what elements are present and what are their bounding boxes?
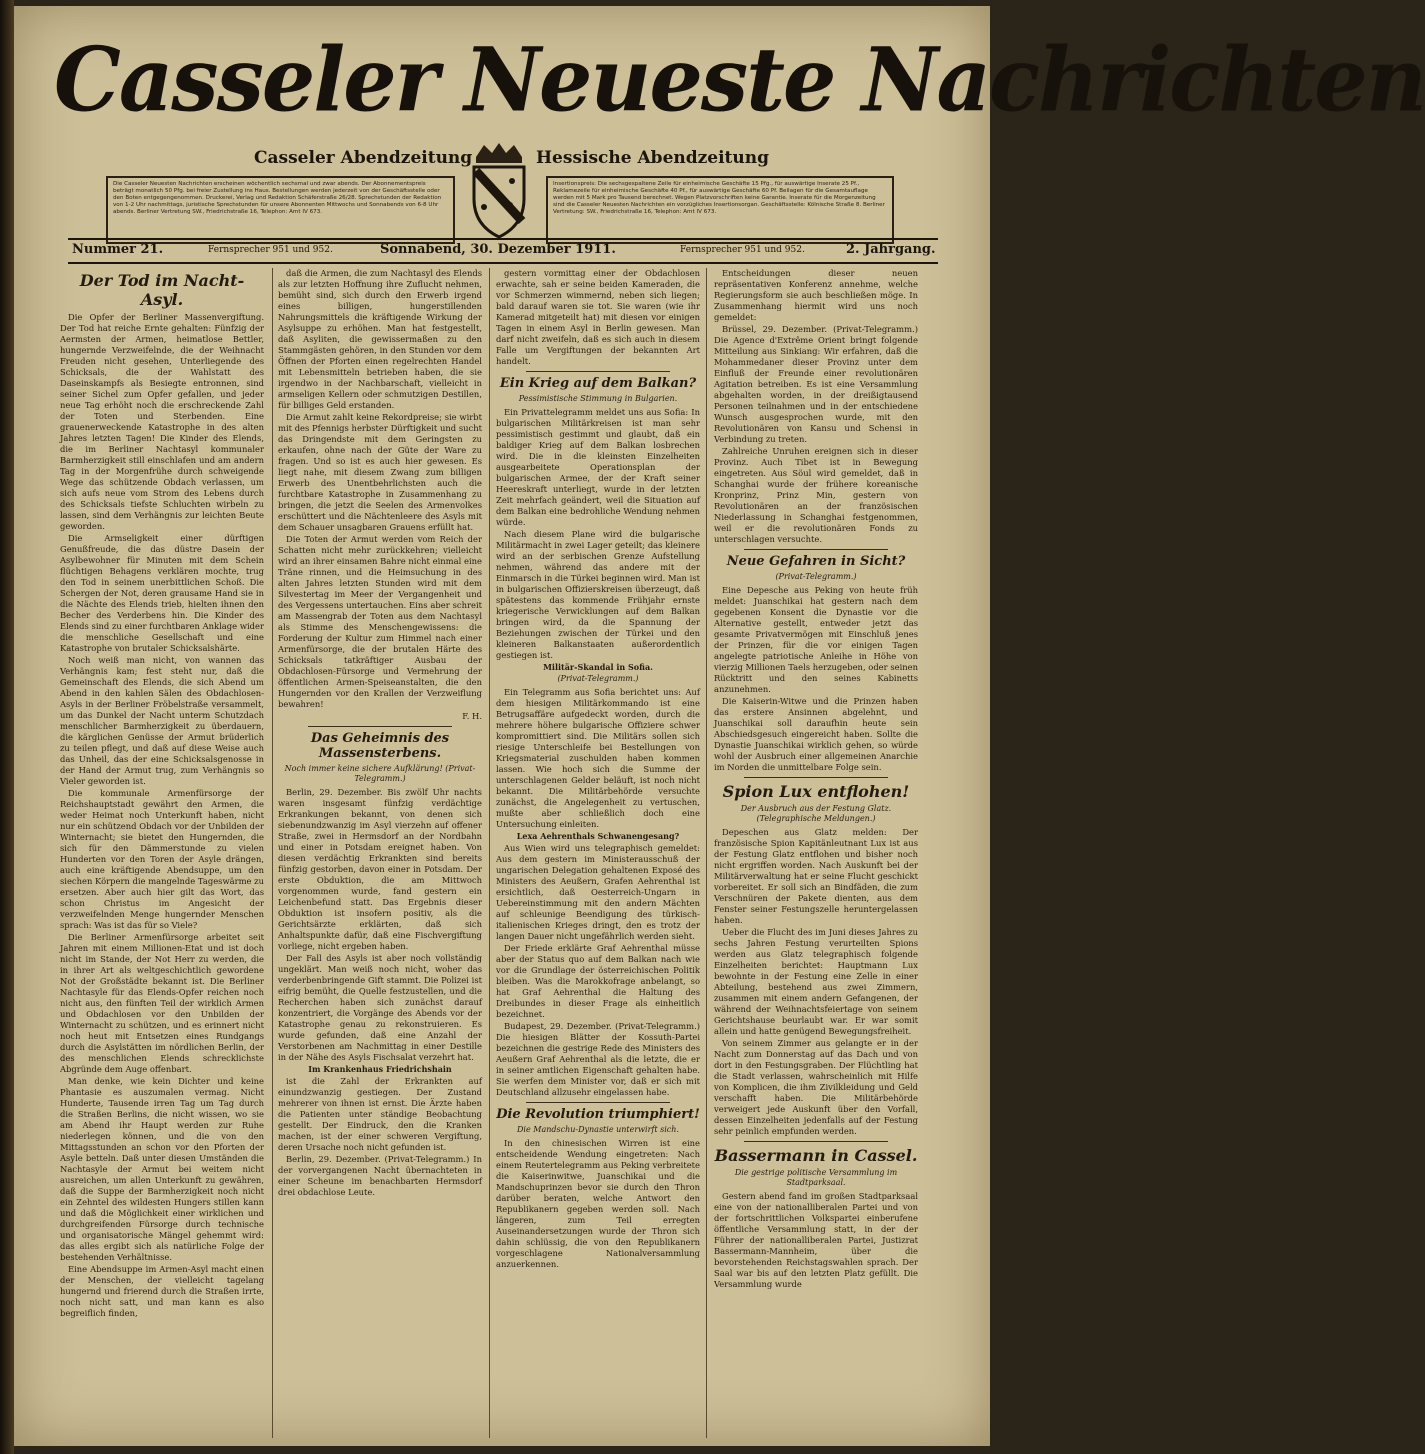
paragraph: Zahlreiche Unruhen ereignen sich in dieser Provinz. Auch Tibet ist in Bewegung eingetreten. Aus Söul wird gemeldet, daß in Schanghai wurde der frühere koreanische Kronprinz, Prinz Min, gestern von Revolutionären an der französischen Niederlassung in Schanghai festgenommen, weil er die revolutionären Fonds zu unterschlagen versuchte. [714,446,918,544]
separator [526,371,670,372]
column-divider [706,268,707,1438]
phone-right: Fernsprecher 951 und 952. [680,245,805,255]
headline-revolution: Die Revolution triumphiert! [496,1107,700,1122]
paragraph: Berlin, 29. Dezember. (Privat-Telegramm.) In der vorvergangenen Nacht übernachteten in einer Scheune im benachbarten Hermsdorf drei obdachlose Leute. [278,1154,482,1197]
separator [308,726,452,727]
book-spine [0,0,14,1454]
subheadline: Pessimistische Stimmung in Bulgarien. [518,394,678,403]
paragraph: Der Fall des Asyls ist aber noch vollständig ungeklärt. Man weiß noch nicht, woher das verderbenbringende Gift stammt. Die Polizei ist eifrig bemüht, die Quelle festzustellen, und die Recherchen haben sich zunächst darauf konzentriert, die Vorgänge des Abends vor der Katastrophe genau zu rekonstruieren. Es wurde gefunden, daß eine Anzahl der Verstorbenen am Nachmittag in einer Destille in der Nähe des Asyls Fischsalat verzehrt hat. [278,953,482,1062]
top-rule [68,238,938,240]
newspaper-page [14,6,1425,1446]
paragraph: Ein Telegramm aus Sofia berichtet uns: Auf dem hiesigen Militärkommando ist eine Betrugsaffäre aufgedeckt worden, durch die mehrere höhere bulgarische Offiziere schwer kompromittiert sind. Die Militärs sollen sich riesige Unterschleife bei Bestellungen von Kriegsmaterial zuschulden haben kommen lassen. Wie hoch sich die Summe der unterschlagenen Gelder beläuft, ist noch nicht bekannt. Die Militärbehörde versuchte zunächst, die Angelegenheit zu vertuschen, mußte aber schließlich doch eine Untersuchung einleiten. [496,687,700,829]
paragraph: Ein Privattelegramm meldet uns aus Sofia: In bulgarischen Militärkreisen ist man sehr pessimistisch gestimmt und glaubt, daß ein baldiger Krieg auf dem Balkan losbrechen wird. Die in die kleinsten Einzelheiten ausgearbeitete Operationsplan der bulgarischen Armee, der der Kraft seiner Heereskraft unterliegt, wurde in der letzten Zeit mehrfach geändert, weil die Situation auf dem Balkan eine bedrohliche Wendung nehmen würde. [496,407,700,527]
headline-death-in-asylum: Der Tod im Nacht-Asyl. [79,271,245,309]
column-4 [714,268,918,1438]
separator [526,1102,670,1103]
paragraph: Von seinem Zimmer aus gelangte er in der Nacht zum Donnerstag auf das Dach und von dort in den Festungsgraben. Der Flüchtling hat die Stadt verlassen, wahrscheinlich mit Hilfe von Komplicen, die ihm Zivilkleidung und Geld verschafft haben. Die Militärbehörde verweigert jede Auskunft über den Vorfall, dessen Einzelheiten jedenfalls auf der Festung sehr peinlich empfunden werden. [714,1038,918,1136]
headline-spy-escaped: Spion Lux entflohen! [722,782,910,801]
subheading-sofia-scandal: Militär-Skandal in Sofia. [543,662,653,672]
paragraph: daß die Armen, die zum Nachtasyl des Elends als zur letzten Hoffnung ihre Zuflucht nehmen, bemüht sind, sich durch den Erwerb irgend eines billigen, hungerstillenden Nahrungsmittels die kräftigende Wirkung der Asylsuppe zu erhöhen. Man hat festgestellt, daß Asyliten, die gewissermaßen zu den Stammgästen gehören, in den Stunden vor dem Öffnen der Pforten einen regelrechten Handel mit Lebensmitteln betrieben haben, die sie irgendwo in der Nachbarschaft, vielleicht in armseligen Kellern oder schmutzigen Destillen, für billiges Geld erstanden. [278,268,482,410]
column-divider [489,268,490,1438]
paragraph: Die Armseligkeit einer dürftigen Genußfreude, die das düstre Dasein der Asylbewohner für Minuten mit dem Schein flüchtigen Behagens verklären mochte, trug den Tod in seinem unerbittlichen Schoß. Die Schergen der Not, deren grausame Hand sie in die Nächte des Elends trieb, hielten ihnen den Becher des Verderbens hin. Die Kinder des Elends sind zu einer furchtbaren Anklage wider die menschliche Gesellschaft und eine Katastrophe von brutaler Schicksalshärte. [60,533,264,653]
issue-number: Nummer 21. [72,242,164,257]
issue-date: Sonnabend, 30. Dezember 1911. [380,242,616,257]
paragraph: Budapest, 29. Dezember. (Privat-Telegramm.) Die hiesigen Blätter der Kossuth-Partei bezeichnen die gestrige Rede des Ministers des Aeußern Graf Aehrenthal als die letzte, die er in seiner amtlichen Eigenschaft gehalten habe. Sie werfen dem Minister vor, daß er sich mit Deutschland allzusehr eingelassen habe. [496,1021,700,1097]
subtitle-right: Hessische Abendzeitung [536,148,770,168]
volume-year: 2. Jahrgang. [846,242,936,257]
paragraph: Berlin, 29. Dezember. Bis zwölf Uhr nachts waren insgesamt fünfzig verdächtige Erkrankungen bekannt, von denen sich siebenundzwanzig im Asyl vierzehn auf offener Straße, zwei in Hermsdorf an der Nordbahn und einer in Potsdam ereignet haben. Von diesen verdächtig Erkrankten sind bereits fünfzig gestorben, davon einer in Potsdam. Der erste Obduktion, die am Mittwoch vorgenommen wurde, fand gestern ein Leichenbefund statt. Das Ergebnis dieser Obduktion ist insofern positiv, als die Gerichtsärzte erklärten, daß sich Anhaltspunkte dafür, daß eine Fischvergiftung vorliege, nicht ergeben haben. [278,787,482,951]
headline-mass-death: Das Geheimnis des Massensterbens. [310,731,450,761]
column-2 [278,268,482,1438]
phone-left: Fernsprecher 951 und 952. [208,245,333,255]
paragraph: Man denke, wie kein Dichter und keine Phantasie es auszumalen vermag. Nicht Hunderte, Tausende irren Tag um Tag durch die Straßen Berlins, die nicht wissen, wo sie am Abend ihr Haupt werden zur Ruhe niederlegen können, und die von den Mittagsstunden an schon vor den Pforten der Asyle betteln. Daß unter diesen Umständen die Nachtasyle der Armut bei weitem nicht ausreichen, um allen Unterkunft zu gewähren, daß die Suppe der Barmherzigkeit noch nicht ein Zehntel des wildesten Hungers stillen kann und daß die Möglichkeit einer wirklichen und durchgreifenden Fürsorge durch technische und organisatorische Mängel gehemmt wird: das alles ergibt sich als natürliche Folge der bestehenden Verhältnisse. [60,1076,264,1262]
paragraph: Noch weiß man nicht, von wannen das Verhängnis kam; fest steht nur, daß die Gemeinschaft des Elends, die sich Abend um Abend in den kahlen Sälen des Obdachlosen-Asyls in der Berliner Fröbelstraße versammelt, um das Dunkel der Nacht unterm Schutzdach menschlicher Barmherzigkeit zu überdauern, die kärglichen Genüsse der Armut brüderlich zu teilen pflegt, und daß auf diese Weise auch das Unheil, das der eine Schicksalsgenosse in der Hand der Armut trug, zum Verhängnis so Vieler geworden ist. [60,655,264,786]
paragraph: Eine Depesche aus Peking von heute früh meldet: Juanschikai hat gestern nach dem gegebenen Konsent die Dynastie vor die Alternative gestellt, entweder jetzt das gesamte Privatvermögen mit Einschluß jenes der Prinzen, für die vor einigen Tagen angelegte patriotische Anleihe in Höhe von vierzig Millionen Taels herzugeben, oder seinen Rücktritt und den seines Kabinetts anzunehmen. [714,585,918,694]
paragraph: gestern vormittag einer der Obdachlosen erwachte, sah er seine beiden Kameraden, die vor Schmerzen wimmernd, neben sich liegen; bald darauf waren sie tot. Sie waren (wie ihr Kamerad mitgeteilt hat) mit diesen vor einigen Tagen in einem Asyl in Berlin gewesen. Man darf nicht zweifeln, daß es sich auch in diesem Falle um Vergiftungen der bekannten Art handelt. [496,268,700,366]
paragraph: In den chinesischen Wirren ist eine entscheidende Wendung eingetreten: Nach einem Reutertelegramm aus Peking verbreitete die Kaiserinwitwe, Juanschikai und die Mandschuprinzen bevor sie durch den Thron darüber beraten, welche Antwort den Republikanern gegeben werden soll. Nach längeren, zum Teil erregten Auseinandersetzungen wurde der Thron sich dahin schlüssig, die von den Republikanern vorgeschlagene Nationalversammlung anzuerkennen. [496,1138,700,1269]
column-3 [496,268,700,1438]
paragraph: Aus Wien wird uns telegraphisch gemeldet: Aus dem gestern im Ministerausschuß der ungarischen Delegation gehaltenen Exposé des Ministers des Aeußern, Grafen Aehrenthal ist ersichtlich, daß Oesterreich-Ungarn in Uebereinstimmung mit den andern Mächten auf schleunige Beendigung des türkisch-italienischen Krieges dringt, den es trotz der langen Dauer nicht ungefährlich werden sieht. [496,843,700,941]
paragraph: Brüssel, 29. Dezember. (Privat-Telegramm.) Die Agence d'Extrême Orient bringt folgende Mitteilung aus Sinkiang: Wir erfahren, daß die Mohammedaner dieser Provinz unter dem Einfluß der Freunde einer revolutionären Agitation betreiben. Es ist eine Versammlung abgehalten worden, in der dreißigtausend Personen teilnahmen und in der entschiedene Wunsch ausgesprochen wurde, mit den Revolutionären von Kansu und Schensi in Verbindung zu treten. [714,324,918,444]
dateline [68,242,938,262]
headline-balkan-war: Ein Krieg auf dem Balkan? [499,376,697,391]
advertising-notice: Insertionspreis: Die sechsgespaltene Zeile für einheimische Geschäfte 15 Pfg., für auswärtige Inserate 25 Pf., Reklamezeile für einheimische Geschäfte 40 Pf., für auswärtige Geschäfte 60 Pf. Beilagen für die Gesamtauflage werden mit 5 Mark pro Tausend berechnet. Wegen Platzvorschriften keine Garantie. Inserate für die Morgenzeitung sind die Casseler Neuesten Nachrichten ein vorzügliches Insertionsorgan. Geschäftsstelle: Kölnische Straße 8. Berliner Vertretung: SW., Friedrichstraße 16, Telephon: Amt IV 673. [546,176,894,244]
paragraph: Die Opfer der Berliner Massenvergiftung. Der Tod hat reiche Ernte gehalten: Fünfzig der Aermsten der Armen, heimatlose Bettler, hungernde Verzweifelnde, die der Weihnacht Freuden nicht gesehen, Unterliegende des Schicksals, die der Wahlstatt des Daseinskampfs als Besiegte entronnen, sind seiner Sichel zum Opfer gefallen, und jeder neue Tag erhöht noch die erschreckende Zahl der Toten und Sterbenden. Eine grauenerweckende Katastrophe in des alten Jahres letzten Tagen! Die Kinder des Elends, die im Berliner Nachtasyl kommunaler Barmherzigkeit still einschlafen und am andern Tag in der Morgenfrühe durch schweigende Wege das schützende Obdach verlassen, um sich aufs neue vom Strom des Lebens durch des Schicksals tiefste Schluchten wirbeln zu lassen, sind dem Verhängnis zur leichten Beute geworden. [60,312,264,531]
paragraph: Die Toten der Armut werden vom Reich der Schatten nicht mehr zurückkehren; vielleicht wird an ihrer einsamen Bahre nicht einmal eine Träne rinnen, und die Heimsuchung in des alten Jahres letzten Stunden wird mit dem Silvestertag im Meer der Vergangenheit und des Vergessens untertauchen. Eins aber schreit am Massengrab der Toten aus dem Nachtasyl als Stimme des Menschengewissens: die Forderung der Kultur zum Himmel nach einer Armenfürsorge, die der brutalen Härte des Schicksals tatkräftiger Ausbau der Obdachlosen-Fürsorge und Vermehrung der öffentlichen Armen-Speiseanstalten, die den Hungernden vor den Krallen der Verzweiflung bewahren! [278,534,482,709]
paragraph: Der Friede erklärte Graf Aehrenthal müsse aber der Status quo auf dem Balkan nach wie vor die Grundlage der österreichischen Politik bleiben. Was die Marokkofrage anbelangt, so hat Graf Aehrenthal die Haltung des Dreibundes in dieser Frage als einheitlich bezeichnet. [496,943,700,1019]
paragraph: Gestern abend fand im großen Stadtparksaal eine von der nationalliberalen Partei und von der fortschrittlichen Volkspartei einberufene öffentliche Versammlung statt, in der der Führer der nationalliberalen Partei, Justizrat Bassermann-Mannheim, über die bevorstehenden Reichstagswahlen sprach. Der Saal war bis auf den letzten Platz gefüllt. Die Versammlung wurde [714,1191,918,1289]
paragraph: Die kommunale Armenfürsorge der Reichshauptstadt gewährt den Armen, die weder Heimat noch Unterkunft haben, nicht nur ein schützend Obdach vor der Unbilden der Winternacht; sie bietet den Hungernden, die sich für den Dämmerstunde zu vielen Hunderten vor den Toren der Asyle drängen, auch eine kräftigende Abendsuppe, um den siechen Körpern die mangelnde Tageswärme zu ersetzen. Aber auch hier gilt das Wort, das schon Christus im Angesicht der verzweifelnden Menge hungernder Menschen sprach: Was ist das für so Viele? [60,788,264,930]
paragraph: Nach diesem Plane wird die bulgarische Militärmacht in zwei Lager geteilt; das kleinere wird an der serbischen Grenze Aufstellung nehmen, während das andere mit der Einmarsch in die Türkei beginnen wird. Man ist in bulgarischen Offizierskreisen überzeugt, daß spätestens das kommende Frühjahr ernste kriegerische Verwicklungen auf dem Balkan bringen wird, da die Spannung der Beziehungen zwischen der Türkei und den kleineren Balkanstaaten außerordentlich gestiegen ist. [496,529,700,660]
subheading-aehrenthal: Lexa Aehrenthals Schwanengesang? [516,831,680,841]
paragraph: Die Berliner Armenfürsorge arbeitet seit Jahren mit einem Millionen-Etat und ist doch nicht im Stande, der Not Herr zu werden, die in ihrer Art als weltgeschichtlich gewordene Not der Großstädte bekannt ist. Die Berliner Nachtasyle für das Elends-Opfer reichen noch nicht aus, den fünften Teil der wirklich Armen und Obdachlosen vor den Unbilden der Winternacht zu schützen, und es erinnert nicht noch heut mit Entsetzen eines Rundgangs durch die Asylstätten im nördlichen Berlin, der des menschlichen Elends schrecklichste Abgründe dem Auge offenbart. [60,932,264,1074]
paragraph: ist die Zahl der Erkrankten auf einundzwanzig gestiegen. Der Zustand mehrerer von ihnen ist ernst. Die Ärzte haben die Patienten unter ständige Beobachtung gestellt. Der Eindruck, den die Kranken machen, ist der einer schweren Vergiftung, deren Ursache noch nicht gefunden ist. [278,1076,482,1152]
subheadline: Der Ausbruch aus der Festung Glatz. (Telegraphische Meldungen.) [740,804,892,823]
paragraph: Depeschen aus Glatz melden: Der französische Spion Kapitänleutnant Lux ist aus der Festung Glatz entflohen und bisher noch nicht ergriffen worden. Nach Auskunft bei der Militärverwaltung hat er seine Flucht geschickt vorbereitet. Er soll sich an Bindfäden, die zum Verschnüren der Pakete dienten, aus dem Fenster seiner Festungszelle heruntergelassen haben. [714,827,918,925]
separator [744,777,888,778]
bottom-rule [68,262,938,264]
subheading-hospital: Im Krankenhaus Friedrichshain [308,1064,452,1074]
subheadline: (Privat-Telegramm.) [775,572,857,581]
column-divider [272,268,273,1438]
separator [744,549,888,550]
author-signature: F. H. [462,711,482,721]
subheadline: (Privat-Telegramm.) [557,674,639,683]
paragraph: Eine Abendsuppe im Armen-Asyl macht einen der Menschen, der vielleicht tagelang hungernd und frierend durch die Straßen irrte, noch nicht satt, und man kann es also begreiflich finden, [60,1264,264,1318]
masthead-title: Casseler Neueste Nachrichten [54,27,1425,132]
paragraph: Ueber die Flucht des im Juni dieses Jahres zu sechs Jahren Festung verurteilten Spions werden aus Glatz telegraphisch folgende Einzelheiten berichtet: Hauptmann Lux bewohnte in der Festung eine Zelle in einer Abteilung, bestehend aus zwei Zimmern, zusammen mit einem andern Gefangenen, der während der Weihnachtsfeiertage von seinem Gerichtshause beurlaubt war. Er war somit allein und hatte genügend Bewegungsfreiheit. [714,927,918,1036]
separator [744,1141,888,1142]
paragraph: Die Armut zahlt keine Rekordpreise; sie wirbt mit des Pfennigs herbster Dürftigkeit und sucht das Dringendste mit dem Geringsten zu erkaufen, ohne nach der Güte der Ware zu fragen. Und so ist es auch hier gewesen. Es liegt nahe, mit diesem Zwang zum billigen Erwerb des Unentbehrlichsten auch die furchtbare Katastrophe in Zusammenhang zu bringen, die jetzt die Seelen des Armenvolkes erschüttert und die Nächtenleere des Asyls mit dem Schauer unsagbaren Grauens erfüllt hat. [278,412,482,532]
headline-bassermann: Bassermann in Cassel. [714,1146,918,1165]
paragraph: Entscheidungen dieser neuen repräsentativen Konferenz annehme, welche Regierungsform sie auch beschließen möge. In Zusammenhang hiermit wird uns noch gemeldet: [714,268,918,322]
subscription-notice: Die Casseler Neuesten Nachrichten erscheinen wöchentlich sechsmal und zwar abends. Der Abonnementspreis beträgt monatlich 50 Pfg. bei freier Zustellung ins Haus. Bestellungen werden jederzeit von der Geschäftsstelle oder den Boten entgegengenommen. Druckerei, Verlag und Redaktion Schäferstraße 26/28. Sprechstunden der Redaktion von 1-2 Uhr nachmittags, juristische Sprechstunden für unsere Abonnenten Mittwochs und Sonnabends von 6-8 Uhr abends. Berliner Vertretung SW., Friedrichstraße 16, Telephon: Amt IV 673. [106,176,455,244]
coat-of-arms-icon [464,141,534,241]
subheadline: Die Mandschu-Dynastie unterwirft sich. [517,1125,679,1134]
subheadline: Die gestrige politische Versammlung im Stadtparksaal. [734,1168,898,1187]
column-1 [60,268,264,1438]
headline-new-dangers: Neue Gefahren in Sicht? [726,554,906,569]
paragraph: Die Kaiserin-Witwe und die Prinzen haben das erstere Ansinnen abgelehnt, und Juanschikai soll daraufhin heute sein Abschiedsgesuch eingereicht haben. Sollte die Dynastie Juanschikai wirklich gehen, so würde wohl der Ausbruch einer allgemeinen Anarchie im Norden die unmittelbare Folge sein. [714,696,918,772]
subtitle-left: Casseler Abendzeitung [254,148,473,168]
subheadline: Noch immer keine sichere Aufklärung! (Privat-Telegramm.) [284,764,476,783]
